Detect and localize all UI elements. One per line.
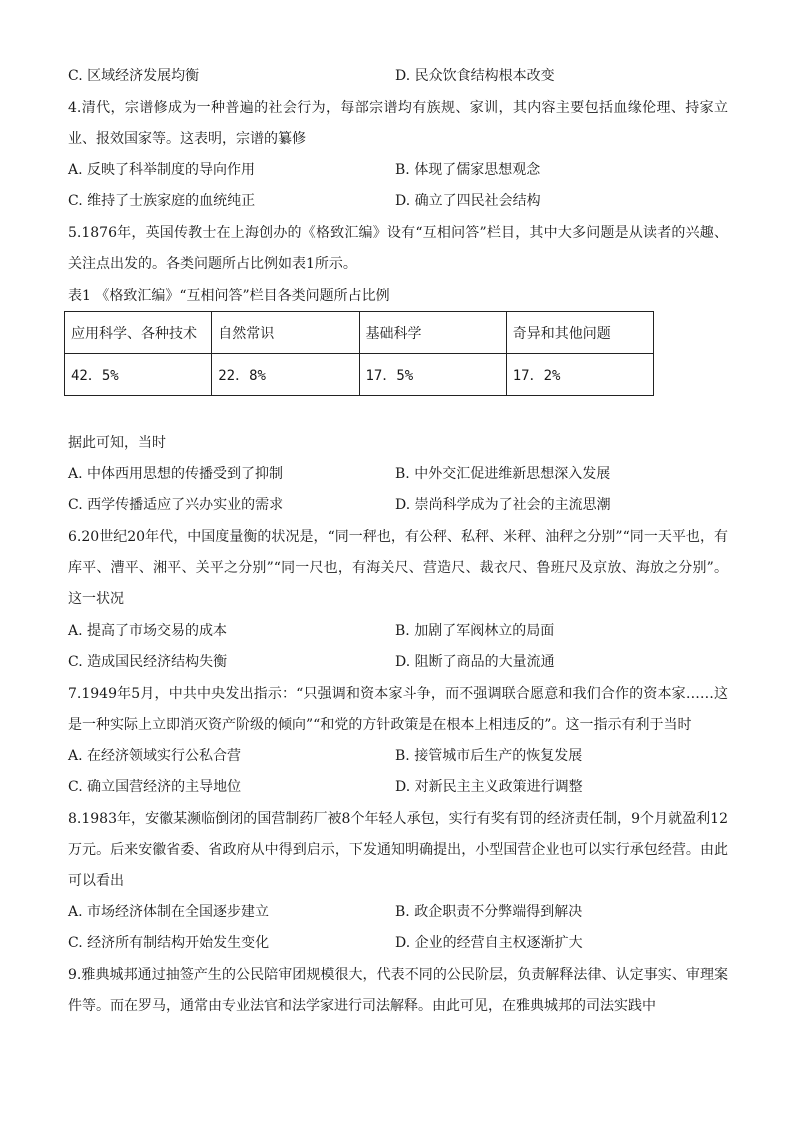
- q5-option-a: A. 中体西用思想的传播受到了抑制: [68, 466, 284, 482]
- q4-option-d: D. 确立了四民社会结构: [395, 193, 541, 209]
- q6-stem: 6.20世纪20年代，中国度量衡的状况是，“同一秤也，有公秤、私秤、米秤、油秤之分别”“同一天平也，有库平、漕平、湘平、关平之分别”“同一尺也，有海关尺、营造尺、裁衣尺、鲁班尺及京放、海放之分别”。这一状况: [68, 529, 728, 607]
- q8-stem: 8.1983年，安徽某濒临倒闭的国营制药厂被8个年轻人承包，实行有奖有罚的经济责任制，9个月就盈利12万元。后来安徽省委、省政府从中得到启示，下发通知明确提出，小型国营企业也可以实行承包经营。由此可以看出: [68, 811, 728, 889]
- q6-option-d: D. 阻断了商品的大量流通: [395, 654, 555, 670]
- table-header-cell: 基础科学: [359, 312, 506, 354]
- table-header-cell: 自然常识: [212, 312, 359, 354]
- q5-option-d: D. 崇尚科学成为了社会的主流思潮: [395, 497, 611, 513]
- q5-option-b: B. 中外交汇促进维新思想深入发展: [395, 466, 611, 482]
- q3-option-c: C. 区域经济发展均衡: [68, 68, 200, 84]
- q7-stem: 7.1949年5月，中共中央发出指示：“只强调和资本家斗争，而不强调联合愿意和我们合作的资本家……这是一种实际上立即消灭资产阶级的倾向”“和党的方针政策是在根本上相违反的”。这一指示有利于当时: [68, 686, 728, 733]
- q4-option-c: C. 维持了士族家庭的血统纯正: [68, 193, 256, 209]
- table-cell: 22．8%: [212, 354, 359, 396]
- q7-option-b: B. 接管城市后生产的恢复发展: [395, 748, 583, 764]
- table-header-row: [65, 312, 654, 354]
- table-row: [65, 354, 654, 396]
- q7-option-a: A. 在经济领域实行公私合营: [68, 748, 242, 764]
- table-cell: 17．2%: [506, 354, 653, 396]
- table-cell: 17．5%: [359, 354, 506, 396]
- q7-option-d: D. 对新民主主义政策进行调整: [395, 779, 583, 795]
- table-caption: 表1 《格致汇编》“互相问答”栏目各类问题所占比例: [68, 288, 390, 304]
- q5-option-c: C. 西学传播适应了兴办实业的需求: [68, 497, 284, 513]
- q6-option-c: C. 造成国民经济结构失衡: [68, 654, 228, 670]
- q8-option-b: B. 政企职责不分弊端得到解决: [395, 904, 583, 920]
- q5-followup: 据此可知，当时: [68, 435, 166, 451]
- q3-option-d: D. 民众饮食结构根本改变: [395, 68, 555, 84]
- table-header-cell: 奇异和其他问题: [506, 312, 653, 354]
- q8-option-d: D. 企业的经营自主权逐渐扩大: [395, 935, 583, 951]
- q8-option-a: A. 市场经济体制在全国逐步建立: [68, 904, 270, 920]
- q5-stem: 5.1876年，英国传教士在上海创办的《格致汇编》设有“互相问答”栏目，其中大多问题是从读者的兴趣、关注点出发的。各类问题所占比例如表1所示。: [68, 225, 728, 272]
- table-header-cell: 应用科学、各种技术: [65, 312, 212, 354]
- q4-stem: 4.清代，宗谱修成为一种普遍的社会行为，每部宗谱均有族规、家训，其内容主要包括血缘伦理、持家立业、报效国家等。这表明，宗谱的纂修: [68, 100, 728, 147]
- q6-option-b: B. 加剧了军阀林立的局面: [395, 623, 555, 639]
- q9-stem: 9.雅典城邦通过抽签产生的公民陪审团规模很大，代表不同的公民阶层，负责解释法律、认定事实、审理案件等。而在罗马，通常由专业法官和法学家进行司法解释。由此可见，在雅典城邦的司法实践中: [68, 967, 728, 1014]
- q4-option-b: B. 体现了儒家思想观念: [395, 162, 541, 178]
- q7-option-c: C. 确立国营经济的主导地位: [68, 779, 242, 795]
- q6-option-a: A. 提高了市场交易的成本: [68, 623, 228, 639]
- q8-option-c: C. 经济所有制结构开始发生变化: [68, 935, 270, 951]
- table-cell: 42．5%: [65, 354, 212, 396]
- question-category-table: [64, 311, 654, 396]
- q4-option-a: A. 反映了科举制度的导向作用: [68, 162, 256, 178]
